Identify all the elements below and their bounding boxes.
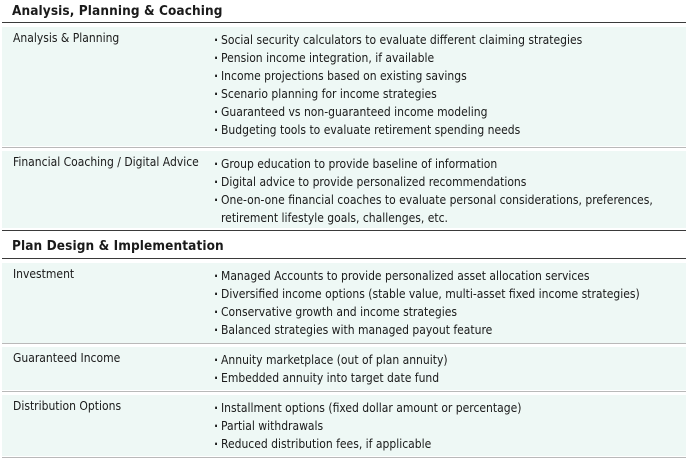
list-item: · Managed Accounts to provide personalized asset allocation services <box>214 267 679 285</box>
bullet-list <box>214 267 679 339</box>
row-guaranteed-income <box>2 347 686 390</box>
list-item: · Embedded annuity into target date fund <box>214 369 679 387</box>
row-label: Investment <box>13 267 75 281</box>
list-item: · Annuity marketplace (out of plan annuity) <box>214 351 679 369</box>
list-item: · Installment options (fixed dollar amount or percentage) <box>214 399 679 417</box>
bullet-list <box>214 351 679 387</box>
row-divider <box>2 147 686 148</box>
row-label: Financial Coaching / Digital Advice <box>13 155 199 169</box>
list-item: · Budgeting tools to evaluate retirement spending needs <box>214 121 679 139</box>
bullet-list <box>214 31 679 139</box>
list-item: · Reduced distribution fees, if applicable <box>214 435 679 453</box>
row-financial-coaching <box>2 151 686 228</box>
section-divider <box>2 22 686 23</box>
list-item: · Group education to provide baseline of information <box>214 155 679 173</box>
list-item: · Diversified income options (stable value, multi-asset fixed income strategies) <box>214 285 679 303</box>
bullet-list <box>214 155 679 227</box>
list-item: · Pension income integration, if available <box>214 49 679 67</box>
row-investment <box>2 263 686 343</box>
row-divider <box>2 343 686 344</box>
section-title-plan-design-implementation: Plan Design & Implementation <box>12 238 224 254</box>
list-item: · Guaranteed vs non-guaranteed income modeling <box>214 103 679 121</box>
row-label: Distribution Options <box>13 399 122 413</box>
section-divider <box>2 230 686 231</box>
list-item: · Income projections based on existing savings <box>214 67 679 85</box>
row-label: Guaranteed Income <box>13 351 121 365</box>
section-title-analysis-planning-coaching: Analysis, Planning & Coaching <box>12 3 223 19</box>
bullet-list <box>214 399 679 453</box>
list-item: · One-on-one financial coaches to evaluate personal considerations, preferences, retirement lifestyle goals, challenges, etc. <box>214 191 679 227</box>
list-item: · Conservative growth and income strategies <box>214 303 679 321</box>
list-item: · Balanced strategies with managed payout feature <box>214 321 679 339</box>
row-divider <box>2 391 686 392</box>
list-item: · Partial withdrawals <box>214 417 679 435</box>
list-item: · Social security calculators to evaluate different claiming strategies <box>214 31 679 49</box>
row-divider <box>2 457 686 458</box>
list-item: · Digital advice to provide personalized recommendations <box>214 173 679 191</box>
row-label: Analysis & Planning <box>13 31 120 45</box>
section-divider <box>2 258 686 259</box>
list-item: · Scenario planning for income strategies <box>214 85 679 103</box>
row-analysis-planning <box>2 27 686 146</box>
row-distribution-options <box>2 395 686 456</box>
